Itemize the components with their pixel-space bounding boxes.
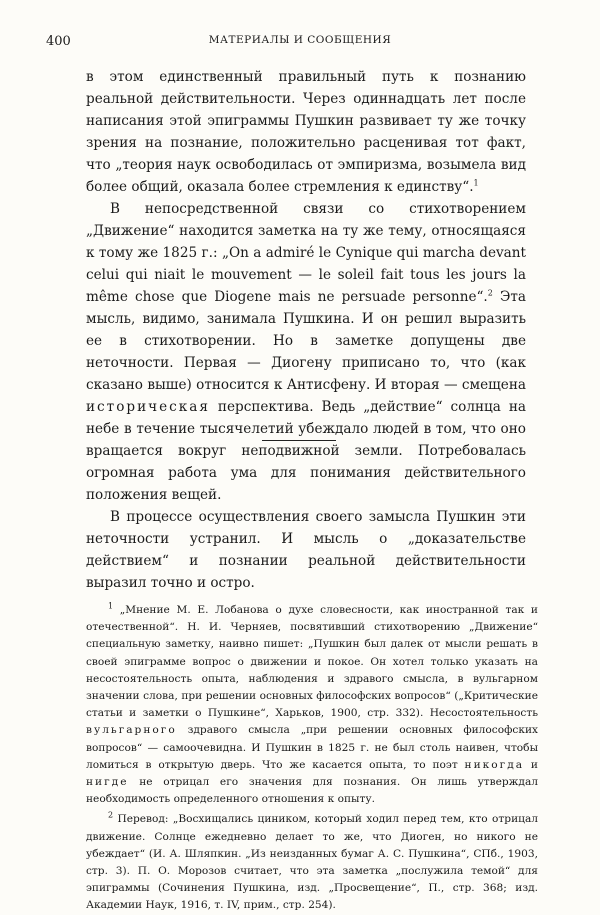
footnote-1-text-a: „Мнение М. Е. Лобанова о духе словесности, как иностранной так и отечественной“. Н. И. Черняев, посвятивший стихотворению „Движение“ специальную заметку, наивно пишет: „Пушкин был далек от мысли решать в своей эпиграмме вопрос о движении и покое. Он хотел только указать на несостоятельность опыта, наблюдения и здравого смысла, в вульгарном значении слова, при решении основных философских вопросов“ („Критические статьи и заметки о Пушкине“, Харьков, 1900, стр. 332). Несостоятельность <box>86 604 538 720</box>
page-header <box>46 34 554 52</box>
spaced-word-nowhere: нигде <box>86 776 129 789</box>
footnote-1-text-c: и <box>524 758 538 771</box>
footnote-1 <box>86 602 538 808</box>
footnotes <box>86 602 538 915</box>
spaced-word-never: никогда <box>464 758 525 771</box>
footnote-1-text-b: здравого смысла „при решении основных философских вопросов“ — самоочевидна. И Пушкин в 1825 г. не был столь наивен, чтобы ломиться в открытую дверь. Что же касается опыта, то поэт <box>86 724 538 771</box>
paragraph-2-text-a: В непосредственной связи со стихотворением „Движение“ находится заметка на ту же тему, относящаяся к тому же 1825 г.: „On a admiré le Cynique qui marcha devant celui qui niait le mouvement — le soleil fait tous les jours la même chose que Diogene mais ne persuade personne“. <box>86 201 526 305</box>
footnote-2-text: Перевод: „Восхищались циником, который ходил перед тем, кто отрицал движение. Солнце ежедневно делает то же, что Диоген, но никого не убеждает“ (И. А. Шляпкин. „Из неизданных бумаг А. С. Пушкина“, СПб., 1903, стр. 3). П. О. Морозов считает, что эта заметка „послужила темой“ для эпиграммы (Сочинения Пушкина, изд. „Просвещение“, П., стр. 368; изд. Академии Наук, 1916, т. IV, прим., стр. 254). <box>86 813 538 912</box>
paragraph-3: В процессе осуществления своего замысла Пушкин эти неточности устранил. И мысль о „доказательстве действием“ и познании реальной действительности выразил точно и остро. <box>86 509 526 591</box>
footnote-1-number: 1 <box>108 601 114 611</box>
footnote-ref-2: 2 <box>487 288 493 298</box>
paragraph-1 <box>86 66 526 198</box>
section-divider <box>262 440 336 441</box>
footnote-1-text-d: не отрицал его значения для познания. Он лишь утверждал необходимость определенного отношения к опыту. <box>86 776 538 806</box>
footnote-ref-1: 1 <box>473 178 479 188</box>
paragraph-1-text: в этом единственный правильный путь к познанию реальной действительности. Через одиннадцать лет после написания этой эпиграммы Пушкин развивает ту же точку зрения на познание, положительно расценивая тот факт, что „теория наук освободилась от эмпиризма, возымела вид более общий, оказала более стремления к единству“. <box>86 69 526 195</box>
paragraph-2-text-c: перспектива. Ведь „действие“ солнца на небе в течение тысячелетий убеждало людей в том, что оно вращается вокруг неподвижной земли. Потребовалась огромная работа ума для понимания действительного положения вещей. <box>86 399 526 503</box>
main-text <box>86 66 526 594</box>
paragraph-2-text-b: Эта мысль, видимо, занимала Пушкина. И он решил выразить ее в стихотворении. Но в заметке допущены две неточности. Первая — Диогену приписано то, что (как сказано выше) относится к Антисфену. И вторая — смещена <box>86 289 526 393</box>
page-number: 400 <box>46 34 71 49</box>
paragraph-2 <box>86 198 526 506</box>
spaced-word-historical: историческая <box>86 399 210 415</box>
footnote-2 <box>86 811 538 914</box>
footnote-2-number: 2 <box>108 810 114 820</box>
spaced-word-vulgar: вульгарного <box>86 724 177 737</box>
running-title: МАТЕРИАЛЫ И СООБЩЕНИЯ <box>208 34 392 46</box>
